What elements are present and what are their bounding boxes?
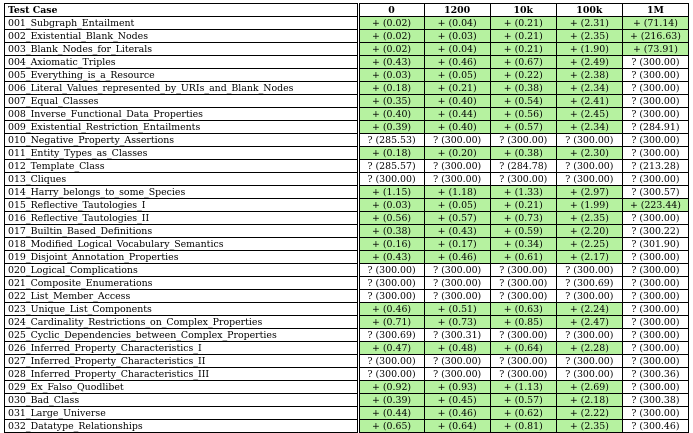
header-size-0: 0 xyxy=(358,4,424,17)
result-cell: ? (300.00) xyxy=(556,329,622,342)
test-case-name: 022_List_Member_Access xyxy=(5,290,359,303)
result-cell: ? (300.00) xyxy=(622,173,688,186)
result-cell: ? (300.00) xyxy=(556,173,622,186)
result-cell: ? (300.00) xyxy=(622,69,688,82)
test-case-name: 001_Subgraph_Entailment xyxy=(5,17,359,30)
result-cell: + (0.22) xyxy=(490,69,556,82)
result-cell: ? (300.00) xyxy=(622,147,688,160)
result-cell: + (0.47) xyxy=(358,342,424,355)
result-cell: + (2.24) xyxy=(556,303,622,316)
result-cell: + (0.21) xyxy=(490,30,556,43)
result-cell: ? (213.28) xyxy=(622,160,688,173)
table-row xyxy=(5,160,689,173)
result-cell: + (0.02) xyxy=(358,30,424,43)
table-row xyxy=(5,17,689,30)
result-cell: + (0.05) xyxy=(424,199,490,212)
result-cell: + (0.02) xyxy=(358,17,424,30)
result-cell: + (0.64) xyxy=(490,342,556,355)
test-case-name: 020_Logical_Complications xyxy=(5,264,359,277)
result-cell: ? (300.00) xyxy=(556,134,622,147)
result-cell: + (0.46) xyxy=(424,407,490,420)
result-cell: + (1.99) xyxy=(556,199,622,212)
table-row xyxy=(5,264,689,277)
result-cell: ? (300.57) xyxy=(622,186,688,199)
result-cell: + (0.62) xyxy=(490,407,556,420)
result-cell: ? (300.00) xyxy=(424,277,490,290)
result-cell: ? (284.78) xyxy=(490,160,556,173)
table-row xyxy=(5,108,689,121)
result-cell: ? (300.22) xyxy=(622,225,688,238)
test-case-name: 027_Inferred_Property_Characteristics_II xyxy=(5,355,359,368)
result-cell: + (71.14) xyxy=(622,17,688,30)
table-row xyxy=(5,329,689,342)
result-cell: + (1.90) xyxy=(556,43,622,56)
result-cell: + (0.21) xyxy=(424,82,490,95)
table-row xyxy=(5,238,689,251)
header-size-1200: 1200 xyxy=(424,4,490,17)
table-row xyxy=(5,199,689,212)
header-test-case: Test Case xyxy=(5,4,359,17)
result-cell: ? (300.00) xyxy=(424,173,490,186)
result-cell: + (216.63) xyxy=(622,30,688,43)
result-cell: + (2.34) xyxy=(556,121,622,134)
test-case-name: 025_Cyclic_Dependencies_between_Complex_Properties xyxy=(5,329,359,342)
test-case-name: 026_Inferred_Property_Characteristics_I xyxy=(5,342,359,355)
result-cell: ? (300.00) xyxy=(622,108,688,121)
test-case-name: 007_Equal_Classes xyxy=(5,95,359,108)
result-cell: + (0.46) xyxy=(358,303,424,316)
result-cell: + (0.21) xyxy=(490,199,556,212)
result-cell: ? (300.00) xyxy=(556,290,622,303)
result-cell: + (2.25) xyxy=(556,238,622,251)
result-cell: + (0.59) xyxy=(490,225,556,238)
test-case-name: 031_Large_Universe xyxy=(5,407,359,420)
result-cell: + (1.15) xyxy=(358,186,424,199)
result-cell: ? (300.00) xyxy=(490,264,556,277)
result-cell: + (0.54) xyxy=(490,95,556,108)
test-case-name: 011_Entity_Types_as_Classes xyxy=(5,147,359,160)
result-cell: ? (300.00) xyxy=(622,95,688,108)
result-cell: ? (300.00) xyxy=(556,160,622,173)
result-cell: + (0.56) xyxy=(358,212,424,225)
result-cell: ? (300.00) xyxy=(622,82,688,95)
table-row xyxy=(5,69,689,82)
result-cell: + (2.20) xyxy=(556,225,622,238)
result-cell: ? (300.69) xyxy=(556,277,622,290)
result-cell: ? (300.00) xyxy=(556,368,622,381)
result-cell: + (0.71) xyxy=(358,316,424,329)
result-cell: ? (300.31) xyxy=(424,329,490,342)
result-cell: + (0.39) xyxy=(358,121,424,134)
table-row xyxy=(5,186,689,199)
result-cell: + (1.18) xyxy=(424,186,490,199)
result-cell: + (0.57) xyxy=(490,121,556,134)
result-cell: + (2.18) xyxy=(556,394,622,407)
result-cell: ? (300.00) xyxy=(490,368,556,381)
result-cell: ? (300.00) xyxy=(358,355,424,368)
table-row xyxy=(5,225,689,238)
result-cell: + (0.51) xyxy=(424,303,490,316)
result-cell: + (0.57) xyxy=(424,212,490,225)
result-cell: ? (300.00) xyxy=(490,290,556,303)
test-case-name: 014_Harry_belongs_to_some_Species xyxy=(5,186,359,199)
result-cell: ? (300.00) xyxy=(490,277,556,290)
result-cell: + (0.92) xyxy=(358,381,424,394)
test-case-name: 009_Existential_Restriction_Entailments xyxy=(5,121,359,134)
result-cell: + (1.33) xyxy=(490,186,556,199)
result-cell: ? (300.00) xyxy=(358,368,424,381)
result-cell: + (0.05) xyxy=(424,69,490,82)
result-cell: + (0.61) xyxy=(490,251,556,264)
result-cell: + (0.73) xyxy=(490,212,556,225)
test-case-name: 003_Blank_Nodes_for_Literals xyxy=(5,43,359,56)
result-cell: ? (300.00) xyxy=(622,290,688,303)
result-cell: + (0.03) xyxy=(358,69,424,82)
result-cell: + (0.18) xyxy=(358,147,424,160)
result-cell: + (0.38) xyxy=(490,147,556,160)
test-case-name: 030_Bad_Class xyxy=(5,394,359,407)
result-cell: + (2.38) xyxy=(556,69,622,82)
result-cell: ? (300.00) xyxy=(622,303,688,316)
result-cell: ? (300.00) xyxy=(490,134,556,147)
result-cell: + (2.35) xyxy=(556,212,622,225)
result-cell: + (0.63) xyxy=(490,303,556,316)
table-row xyxy=(5,277,689,290)
result-cell: + (0.38) xyxy=(490,82,556,95)
test-case-name: 032_Datatype_Relationships xyxy=(5,420,359,433)
result-cell: + (0.21) xyxy=(490,17,556,30)
result-cell: ? (301.90) xyxy=(622,238,688,251)
result-cell: + (0.35) xyxy=(358,95,424,108)
result-cell: ? (300.00) xyxy=(424,290,490,303)
result-cell: + (0.20) xyxy=(424,147,490,160)
result-cell: ? (300.00) xyxy=(424,355,490,368)
result-cell: ? (285.53) xyxy=(358,134,424,147)
test-case-name: 029_Ex_Falso_Quodlibet xyxy=(5,381,359,394)
result-cell: + (0.40) xyxy=(358,108,424,121)
result-cell: + (0.03) xyxy=(358,199,424,212)
result-cell: ? (300.00) xyxy=(556,355,622,368)
table-row xyxy=(5,355,689,368)
test-case-name: 012_Template_Class xyxy=(5,160,359,173)
test-case-name: 005_Everything_is_a_Resource xyxy=(5,69,359,82)
result-cell: + (0.45) xyxy=(424,394,490,407)
result-cell: ? (300.00) xyxy=(358,264,424,277)
header-size-10k: 10k xyxy=(490,4,556,17)
result-cell: ? (284.91) xyxy=(622,121,688,134)
result-cell: + (0.46) xyxy=(424,56,490,69)
test-case-name: 023_Unique_List_Components xyxy=(5,303,359,316)
result-cell: + (0.18) xyxy=(358,82,424,95)
result-cell: + (0.16) xyxy=(358,238,424,251)
result-cell: + (2.49) xyxy=(556,56,622,69)
result-cell: ? (300.00) xyxy=(490,329,556,342)
test-case-name: 015_Reflective_Tautologies_I xyxy=(5,199,359,212)
result-cell: ? (300.36) xyxy=(622,368,688,381)
result-cell: ? (300.69) xyxy=(358,329,424,342)
result-cell: + (0.73) xyxy=(424,316,490,329)
test-case-name: 017_Builtin_Based_Definitions xyxy=(5,225,359,238)
result-cell: + (0.56) xyxy=(490,108,556,121)
result-cell: ? (300.00) xyxy=(424,264,490,277)
result-cell: ? (300.00) xyxy=(424,368,490,381)
result-cell: + (0.21) xyxy=(490,43,556,56)
test-case-name: 004_Axiomatic_Triples xyxy=(5,56,359,69)
result-cell: + (2.17) xyxy=(556,251,622,264)
table-header-row xyxy=(5,4,689,17)
test-case-name: 013_Cliques xyxy=(5,173,359,186)
result-cell: + (2.45) xyxy=(556,108,622,121)
result-cell: ? (300.46) xyxy=(622,420,688,433)
result-cell: ? (300.00) xyxy=(622,56,688,69)
result-cell: + (0.81) xyxy=(490,420,556,433)
result-cell: ? (300.00) xyxy=(622,355,688,368)
result-cell: ? (300.38) xyxy=(622,394,688,407)
result-cell: + (2.35) xyxy=(556,420,622,433)
test-case-name: 010_Negative_Property_Assertions xyxy=(5,134,359,147)
table-row xyxy=(5,316,689,329)
result-cell: ? (300.00) xyxy=(622,407,688,420)
result-cell: + (0.85) xyxy=(490,316,556,329)
test-case-name: 019_Disjoint_Annotation_Properties xyxy=(5,251,359,264)
result-cell: ? (300.00) xyxy=(358,277,424,290)
result-cell: ? (300.00) xyxy=(622,277,688,290)
result-cell: + (0.93) xyxy=(424,381,490,394)
test-case-name: 008_Inverse_Functional_Data_Properties xyxy=(5,108,359,121)
result-cell: ? (300.00) xyxy=(622,329,688,342)
result-cell: + (0.43) xyxy=(424,225,490,238)
result-cell: + (0.48) xyxy=(424,342,490,355)
result-cell: + (2.97) xyxy=(556,186,622,199)
table-row xyxy=(5,368,689,381)
table-row xyxy=(5,212,689,225)
result-cell: + (0.67) xyxy=(490,56,556,69)
result-cell: + (2.41) xyxy=(556,95,622,108)
result-cell: ? (300.00) xyxy=(622,251,688,264)
table-row xyxy=(5,30,689,43)
table-row xyxy=(5,303,689,316)
result-cell: + (2.22) xyxy=(556,407,622,420)
result-cell: ? (300.00) xyxy=(556,264,622,277)
result-cell: ? (300.00) xyxy=(358,290,424,303)
result-cell: + (0.64) xyxy=(424,420,490,433)
result-cell: + (0.39) xyxy=(358,394,424,407)
result-cell: + (0.02) xyxy=(358,43,424,56)
result-cell: ? (300.00) xyxy=(424,160,490,173)
test-case-name: 002_Existential_Blank_Nodes xyxy=(5,30,359,43)
result-cell: + (223.44) xyxy=(622,199,688,212)
table-row xyxy=(5,381,689,394)
results-table-container xyxy=(4,3,689,433)
result-cell: + (0.04) xyxy=(424,17,490,30)
test-case-name: 021_Composite_Enumerations xyxy=(5,277,359,290)
result-cell: + (0.04) xyxy=(424,43,490,56)
result-cell: + (0.44) xyxy=(358,407,424,420)
result-cell: + (73.91) xyxy=(622,43,688,56)
result-cell: ? (300.00) xyxy=(622,381,688,394)
result-cell: ? (300.00) xyxy=(622,212,688,225)
table-row xyxy=(5,407,689,420)
table-row xyxy=(5,147,689,160)
table-row xyxy=(5,394,689,407)
header-size-1m: 1M xyxy=(622,4,688,17)
result-cell: ? (300.00) xyxy=(490,173,556,186)
result-cell: + (1.13) xyxy=(490,381,556,394)
table-row xyxy=(5,56,689,69)
results-table xyxy=(4,3,689,433)
result-cell: + (0.38) xyxy=(358,225,424,238)
table-row xyxy=(5,121,689,134)
result-cell: + (0.57) xyxy=(490,394,556,407)
result-cell: ? (300.00) xyxy=(622,342,688,355)
result-cell: ? (300.00) xyxy=(490,355,556,368)
result-cell: + (2.28) xyxy=(556,342,622,355)
result-cell: + (0.43) xyxy=(358,251,424,264)
result-cell: + (2.47) xyxy=(556,316,622,329)
result-cell: + (0.43) xyxy=(358,56,424,69)
header-size-100k: 100k xyxy=(556,4,622,17)
result-cell: + (0.46) xyxy=(424,251,490,264)
result-cell: ? (300.00) xyxy=(358,173,424,186)
table-row xyxy=(5,290,689,303)
result-cell: ? (300.00) xyxy=(622,264,688,277)
test-case-name: 028_Inferred_Property_Characteristics_III xyxy=(5,368,359,381)
test-case-name: 018_Modified_Logical_Vocabulary_Semantics xyxy=(5,238,359,251)
test-case-name: 016_Reflective_Tautologies_II xyxy=(5,212,359,225)
result-cell: + (0.34) xyxy=(490,238,556,251)
table-row xyxy=(5,342,689,355)
table-row xyxy=(5,251,689,264)
result-cell: + (0.40) xyxy=(424,95,490,108)
result-cell: + (0.40) xyxy=(424,121,490,134)
result-cell: ? (285.57) xyxy=(358,160,424,173)
test-case-name: 024_Cardinality_Restrictions_on_Complex_Properties xyxy=(5,316,359,329)
result-cell: + (2.69) xyxy=(556,381,622,394)
table-row xyxy=(5,173,689,186)
table-row xyxy=(5,134,689,147)
result-cell: + (0.44) xyxy=(424,108,490,121)
result-cell: ? (300.00) xyxy=(622,134,688,147)
table-row xyxy=(5,43,689,56)
result-cell: + (0.03) xyxy=(424,30,490,43)
result-cell: ? (300.00) xyxy=(622,316,688,329)
test-case-name: 006_Literal_Values_represented_by_URIs_and_Blank_Nodes xyxy=(5,82,359,95)
result-cell: + (2.31) xyxy=(556,17,622,30)
result-cell: + (2.30) xyxy=(556,147,622,160)
table-row xyxy=(5,420,689,433)
result-cell: ? (300.00) xyxy=(424,134,490,147)
result-cell: + (2.34) xyxy=(556,82,622,95)
result-cell: + (2.35) xyxy=(556,30,622,43)
result-cell: + (0.65) xyxy=(358,420,424,433)
table-row xyxy=(5,82,689,95)
table-body xyxy=(5,17,689,433)
table-row xyxy=(5,95,689,108)
result-cell: + (0.17) xyxy=(424,238,490,251)
